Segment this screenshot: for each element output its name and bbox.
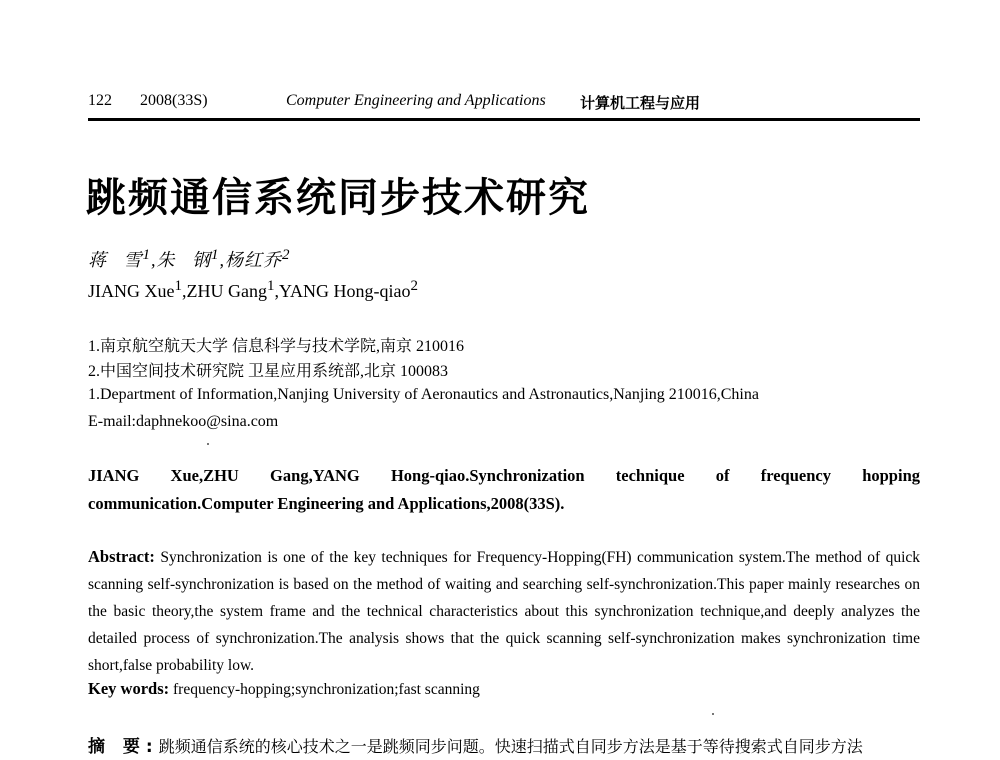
affiliation-2: 2.中国空间技术研究院 卫星应用系统部,北京 100083 — [88, 363, 449, 380]
author-cn-1b: 雪 — [123, 250, 143, 270]
author-sup: 2 — [410, 278, 418, 294]
issue-number: 2008(33S) — [140, 92, 208, 109]
email: E-mail:daphnekoo@sina.com — [88, 413, 279, 430]
scan-speck — [712, 713, 714, 715]
author-sup: 1 — [142, 247, 151, 263]
author-sup: 1 — [174, 278, 182, 294]
header-rule — [88, 118, 920, 121]
author-cn-2b: 钢 — [192, 250, 211, 270]
author-cn-1a: 蒋 — [88, 250, 107, 270]
keywords-text: frequency-hopping;synchronization;fast scanning — [173, 681, 480, 698]
keywords-label: Key words: — [88, 679, 170, 698]
scan-speck — [207, 443, 209, 445]
author-cn-3: 杨红乔 — [225, 250, 282, 270]
citation: JIANG Xue,ZHU Gang,YANG Hong-qiao.Synchronization technique of frequency hopping communication.Computer Engineering and Applications,2008(33S). — [88, 466, 920, 513]
author-en-3: YANG Hong-qiao — [278, 281, 411, 301]
abstract — [88, 543, 920, 679]
author-en-2: ZHU Gang — [186, 281, 267, 301]
abstract-text: Synchronization is one of the key techniques for Frequency-Hopping(FH) communication system.The method of quick scanning self-synchronization is based on the method of waiting and searching self-synchronization.This paper mainly researches on the basic theory,the system frame and the technical characteristics about this synchronization technique,and deeply analyzes the detailed process of synchronization.The analysis shows that the quick scanning self-synchronization makes synchronization time short,false probability low. — [88, 549, 921, 674]
journal-name-en: Computer Engineering and Applications — [286, 92, 546, 109]
authors-en: JIANG Xue$^1$,ZHU Gang$^1$,YANG Hong-qiao$^2$ — [88, 278, 418, 301]
authors-cn: 蒋 雪$^1$,朱 钢$^1$,杨红乔$^2$ — [88, 247, 291, 270]
abstract-label: Abstract: — [88, 547, 155, 566]
cn-abstract — [88, 732, 920, 757]
author-sup: 2 — [282, 247, 291, 263]
cn-abstract-text: 跳频通信系统的核心技术之一是跳频同步问题。快速扫描式自同步方法是基于等待搜索式自同步方法 — [158, 737, 863, 756]
affiliation-1: 1.南京航空航天大学 信息科学与技术学院,南京 210016 — [88, 338, 465, 355]
cn-abstract-label: 摘 要: — [88, 737, 159, 757]
author-sup: 1 — [211, 247, 220, 263]
running-header — [88, 92, 920, 118]
affiliation-en: 1.Department of Information,Nanjing University of Aeronautics and Astronautics,Nanjing 210016,China — [88, 386, 759, 403]
author-sup: 1 — [266, 278, 275, 294]
page-number: 122 — [88, 92, 112, 109]
paper-title: 跳频通信系统同步技术研究 — [86, 174, 590, 221]
journal-name-cn: 计算机工程与应用 — [580, 94, 701, 112]
author-cn-2a: 朱 — [156, 250, 176, 270]
keywords — [88, 679, 920, 699]
author-en-1: JIANG Xue — [88, 281, 175, 301]
